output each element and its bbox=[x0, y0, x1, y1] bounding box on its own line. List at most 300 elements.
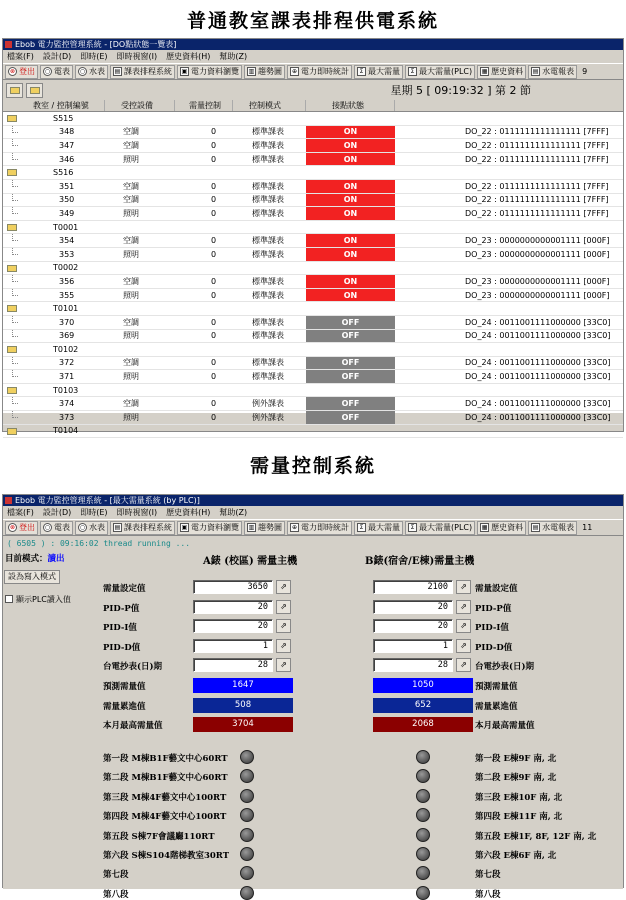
apply-button-b[interactable]: ⇗ bbox=[456, 600, 471, 614]
stage-led-a bbox=[240, 866, 254, 880]
toolbar-label: 課表排程系統 bbox=[124, 523, 172, 532]
contact-status[interactable]: OFF bbox=[306, 397, 395, 410]
toolbar-button-3[interactable] bbox=[110, 521, 175, 535]
device: 空調 bbox=[123, 317, 139, 327]
demand-control: 0 bbox=[211, 249, 217, 259]
col-demand[interactable]: 需量控制 bbox=[175, 100, 233, 111]
window-titlebar: Ebob 電力監控管理系統 - [最大需量系統 (by PLC)] bbox=[3, 495, 623, 506]
stage-led-b bbox=[416, 808, 430, 822]
contact-status[interactable]: ON bbox=[306, 275, 395, 288]
contact-status[interactable]: OFF bbox=[306, 357, 395, 370]
toolbar-button-2[interactable] bbox=[75, 65, 108, 79]
tree-cell bbox=[3, 112, 53, 125]
apply-button-a[interactable]: ⇗ bbox=[276, 658, 291, 672]
toolbar-button-4[interactable] bbox=[177, 521, 242, 535]
control-mode: 例外課表 bbox=[252, 399, 284, 409]
control-mode: 標準課表 bbox=[252, 154, 284, 164]
water-icon: ○ bbox=[79, 68, 86, 75]
toolbar-button-9[interactable] bbox=[477, 521, 526, 535]
reading-label-a: 本月最高需量值 bbox=[103, 721, 163, 731]
table-row[interactable] bbox=[3, 370, 623, 384]
device: 空調 bbox=[123, 399, 139, 409]
demand-control: 0 bbox=[211, 372, 217, 382]
tree-cell bbox=[3, 397, 53, 410]
param-input-a[interactable]: 20 bbox=[193, 600, 273, 614]
write-mode-button[interactable]: 設為寫入模式 bbox=[4, 570, 60, 584]
folder-icon bbox=[7, 265, 17, 272]
apply-button-b[interactable]: ⇗ bbox=[456, 639, 471, 653]
control-id: 355 bbox=[59, 290, 75, 300]
toolbar-label: 水電報表 bbox=[542, 523, 575, 532]
device: 照明 bbox=[123, 249, 139, 259]
toolbar-label: 電表 bbox=[54, 67, 70, 76]
col-device[interactable]: 受控設備 bbox=[105, 100, 175, 111]
sigma-icon: Σ bbox=[357, 523, 366, 532]
toolbar-label: 趨勢圖 bbox=[258, 67, 282, 76]
col-do bbox=[395, 100, 623, 111]
device: 空調 bbox=[123, 181, 139, 191]
table-row[interactable] bbox=[3, 126, 623, 140]
folder-icon bbox=[7, 115, 17, 122]
menu-item-3[interactable]: 即時視窗(I) bbox=[116, 52, 158, 61]
tree-cell bbox=[3, 139, 53, 152]
param-label-a: 需量設定值 bbox=[103, 584, 146, 594]
group-row[interactable] bbox=[3, 425, 623, 439]
tree-cell bbox=[3, 153, 53, 166]
param-label-a: 台電抄表(日)期 bbox=[103, 662, 163, 672]
plc-checkbox-label: 顯示PLC讀入值 bbox=[16, 595, 71, 604]
reading-value-b: 2068 bbox=[373, 717, 473, 732]
tree-cell bbox=[3, 384, 53, 397]
history-icon: ▦ bbox=[481, 524, 488, 531]
control-id: 373 bbox=[59, 412, 75, 422]
menu-item-0[interactable]: 檔案(F) bbox=[7, 508, 34, 517]
contact-status[interactable]: ON bbox=[306, 153, 395, 166]
group-row[interactable] bbox=[3, 302, 623, 316]
toolbar-label: 電表 bbox=[54, 523, 70, 532]
toolbar-button-5[interactable] bbox=[244, 521, 285, 535]
demand-control: 0 bbox=[211, 317, 217, 327]
stage-led-b bbox=[416, 847, 430, 861]
group-name: T0101 bbox=[53, 304, 79, 314]
apply-button-a[interactable]: ⇗ bbox=[276, 600, 291, 614]
group-row[interactable] bbox=[3, 262, 623, 276]
toolbar-label: 電力即時統計 bbox=[301, 523, 349, 532]
do-value: DO_22 : 0111111111111111 [7FFF] bbox=[465, 140, 609, 150]
folder-button[interactable] bbox=[26, 83, 43, 98]
toolbar-button-6[interactable] bbox=[287, 65, 352, 79]
report-icon: ▤ bbox=[532, 68, 539, 75]
param-input-a[interactable]: 1 bbox=[193, 639, 273, 653]
tree-line bbox=[12, 139, 18, 146]
group-row[interactable] bbox=[3, 384, 623, 398]
table-row[interactable] bbox=[3, 397, 623, 411]
window-titlebar: Ebob 電力監控管理系統 - [DO點狀態一覽表] bbox=[3, 39, 623, 50]
toolbar-button-8[interactable] bbox=[405, 521, 475, 535]
control-mode: 標準課表 bbox=[252, 317, 284, 327]
contact-status[interactable]: ON bbox=[306, 126, 395, 139]
tree-line bbox=[12, 153, 18, 160]
control-id: 354 bbox=[59, 236, 75, 246]
tree-line bbox=[12, 330, 18, 337]
reading-value-b: 1050 bbox=[373, 678, 473, 693]
col-contact[interactable]: 接點狀態 bbox=[306, 100, 395, 111]
table-row[interactable] bbox=[3, 411, 623, 425]
demand-control: 0 bbox=[211, 412, 217, 422]
table-row[interactable] bbox=[3, 234, 623, 248]
toolbar bbox=[3, 519, 623, 536]
demand-control: 0 bbox=[211, 290, 217, 300]
toolbar-button-10[interactable] bbox=[528, 65, 577, 79]
demand-control: 0 bbox=[211, 236, 217, 246]
demand-control: 0 bbox=[211, 127, 217, 137]
tree-cell bbox=[3, 194, 53, 207]
folder-icon bbox=[30, 87, 40, 94]
stage-label-a: 第四段 M棟4F藝文中心100RT bbox=[103, 812, 227, 823]
group-row[interactable] bbox=[3, 343, 623, 357]
tree-line bbox=[12, 180, 18, 187]
param-input-b[interactable]: 20 bbox=[373, 619, 453, 633]
control-id: 370 bbox=[59, 317, 75, 327]
control-mode: 標準課表 bbox=[252, 195, 284, 205]
tree-line bbox=[12, 234, 18, 241]
folder-icon bbox=[7, 428, 17, 435]
stage-label-b: 第五段 E棟1F, 8F, 12F 南, 北 bbox=[475, 831, 597, 842]
plc-checkbox[interactable] bbox=[5, 595, 13, 603]
group-row[interactable] bbox=[3, 221, 623, 235]
group-name: T0103 bbox=[53, 385, 79, 395]
toolbar-number: 11 bbox=[582, 523, 593, 532]
folder-icon bbox=[7, 169, 17, 176]
contact-status[interactable]: OFF bbox=[306, 330, 395, 343]
param-label-b: PID-D值 bbox=[475, 642, 513, 653]
control-id: 374 bbox=[59, 399, 75, 409]
stage-label-b: 第三段 E棟10F 南, 北 bbox=[475, 792, 563, 803]
toolbar-label: 歷史資料 bbox=[491, 67, 524, 76]
sigma-icon: Σ bbox=[408, 67, 417, 76]
tree-cell bbox=[3, 207, 53, 220]
group-name: T0102 bbox=[53, 344, 79, 354]
demand-control: 0 bbox=[211, 181, 217, 191]
reading-label-a: 預測需量值 bbox=[103, 682, 146, 692]
reading-value-a: 3704 bbox=[193, 717, 293, 732]
do-value: DO_23 : 0000000000001111 [000F] bbox=[465, 290, 610, 300]
table-row[interactable] bbox=[3, 194, 623, 208]
toolbar-label: 課表排程系統 bbox=[124, 67, 172, 76]
folder-icon bbox=[7, 346, 17, 353]
group-name: T0104 bbox=[53, 426, 79, 436]
param-label-a: PID-I值 bbox=[103, 623, 137, 633]
param-input-b[interactable]: 1 bbox=[373, 639, 453, 653]
toolbar-label: 登出 bbox=[19, 523, 35, 532]
table-row[interactable] bbox=[3, 180, 623, 194]
device: 照明 bbox=[123, 208, 139, 218]
contact-status[interactable]: ON bbox=[306, 180, 395, 193]
apply-button-b[interactable]: ⇗ bbox=[456, 580, 471, 594]
control-mode: 標準課表 bbox=[252, 127, 284, 137]
stage-led-a bbox=[240, 750, 254, 764]
param-label-b: 台電抄表(日)期 bbox=[475, 662, 535, 672]
schedule-icon: ▤ bbox=[114, 68, 121, 75]
history-icon: ▦ bbox=[481, 68, 488, 75]
toolbar-button-1[interactable] bbox=[40, 521, 73, 535]
menu-item-1[interactable]: 設計(D) bbox=[42, 508, 72, 517]
toolbar-label: 最大需量 bbox=[368, 67, 400, 76]
contact-status[interactable]: ON bbox=[306, 139, 395, 152]
control-id: 350 bbox=[59, 195, 75, 205]
do-value: DO_24 : 0011001111000000 [33C0] bbox=[465, 399, 611, 409]
tree-line bbox=[12, 316, 18, 323]
do-value: DO_23 : 0000000000001111 [000F] bbox=[465, 236, 610, 246]
toolbar-button-1[interactable] bbox=[40, 65, 73, 79]
contact-status[interactable]: OFF bbox=[306, 316, 395, 329]
control-mode: 標準課表 bbox=[252, 140, 284, 150]
reading-value-a: 508 bbox=[193, 698, 293, 713]
param-input-b[interactable]: 2100 bbox=[373, 580, 453, 594]
trend-icon: ▥ bbox=[248, 68, 255, 75]
group-name: S515 bbox=[53, 113, 74, 123]
do-value: DO_24 : 0011001111000000 [33C0] bbox=[465, 358, 611, 368]
reading-label-b: 需量累進值 bbox=[475, 701, 518, 712]
control-mode: 例外課表 bbox=[252, 412, 284, 422]
do-value: DO_24 : 0011001111000000 [33C0] bbox=[465, 317, 611, 327]
menubar bbox=[3, 506, 623, 519]
toolbar-button-9[interactable] bbox=[477, 65, 526, 79]
tree-line bbox=[12, 248, 18, 255]
tree-line bbox=[12, 126, 18, 133]
device: 空調 bbox=[123, 140, 139, 150]
contact-status[interactable]: ON bbox=[306, 207, 395, 220]
tree-cell bbox=[3, 343, 53, 356]
table-row[interactable] bbox=[3, 248, 623, 262]
toolbar-label: 水電報表 bbox=[542, 67, 575, 76]
stage-led-a bbox=[240, 769, 254, 783]
tree-cell bbox=[3, 289, 53, 302]
menu-item-3[interactable]: 即時視窗(I) bbox=[116, 508, 158, 517]
clock-readout: 星期 5 [ 09:19:32 ] 第 2 節 bbox=[390, 84, 531, 97]
reading-label-a: 需量累進值 bbox=[103, 701, 146, 712]
group-row[interactable] bbox=[3, 166, 623, 180]
toolbar-button-7[interactable] bbox=[354, 521, 403, 535]
title-demand-system: 需量控制系統 bbox=[249, 454, 376, 477]
menu-item-2[interactable]: 即時(E) bbox=[80, 508, 108, 517]
power-data-icon: ▣ bbox=[181, 524, 188, 531]
tree-line bbox=[12, 194, 18, 201]
demand-control: 0 bbox=[211, 358, 217, 368]
toolbar-button-10[interactable] bbox=[528, 521, 577, 535]
do-status-grid bbox=[3, 100, 623, 436]
menu-item-1[interactable]: 設計(D) bbox=[42, 52, 72, 61]
stage-label-b: 第七段 bbox=[475, 870, 501, 881]
do-value: DO_24 : 0011001111000000 [33C0] bbox=[465, 331, 611, 341]
device: 空調 bbox=[123, 127, 139, 137]
stage-label-a: 第一段 M棟B1F藝文中心60RT bbox=[103, 754, 228, 764]
toolbar-button-8[interactable] bbox=[405, 65, 475, 79]
sigma-icon: Σ bbox=[357, 67, 366, 76]
stage-label-a: 第二段 M棟B1F藝文中心60RT bbox=[103, 773, 228, 784]
toolbar-label: 最大需量 bbox=[368, 523, 400, 532]
demand-control: 0 bbox=[211, 195, 217, 205]
tree-cell bbox=[3, 275, 53, 288]
toolbar-label: 最大需量(PLC) bbox=[419, 523, 473, 532]
control-mode: 標準課表 bbox=[252, 372, 284, 382]
do-value: DO_22 : 0111111111111111 [7FFF] bbox=[465, 127, 609, 137]
table-row[interactable] bbox=[3, 275, 623, 289]
tree-line bbox=[12, 370, 18, 377]
demand-control: 0 bbox=[211, 399, 217, 409]
tree-line bbox=[12, 397, 18, 404]
stage-led-a bbox=[240, 886, 254, 900]
toolbar-button-0[interactable] bbox=[5, 521, 38, 535]
device: 空調 bbox=[123, 236, 139, 246]
toolbar-label: 電力資料瀏覽 bbox=[191, 523, 239, 532]
reading-label-b: 本月最高需量值 bbox=[475, 721, 535, 731]
param-input-b[interactable]: 20 bbox=[373, 600, 453, 614]
toolbar-button-5[interactable] bbox=[244, 65, 285, 79]
contact-status[interactable]: ON bbox=[306, 234, 395, 247]
toolbar-button-2[interactable] bbox=[75, 521, 108, 535]
do-value: DO_24 : 0011001111000000 [33C0] bbox=[465, 412, 611, 422]
plc-checkbox-row[interactable] bbox=[5, 594, 71, 605]
menu-item-5[interactable]: 幫助(Z) bbox=[219, 508, 248, 517]
group-row[interactable] bbox=[3, 112, 623, 126]
apply-button-b[interactable]: ⇗ bbox=[456, 619, 471, 633]
toolbar-button-4[interactable] bbox=[177, 65, 242, 79]
col-mode[interactable]: 控制模式 bbox=[233, 100, 306, 111]
stage-led-b bbox=[416, 866, 430, 880]
control-id: 369 bbox=[59, 331, 75, 341]
device: 照明 bbox=[123, 372, 139, 382]
apply-button-a[interactable]: ⇗ bbox=[276, 580, 291, 594]
menu-item-5[interactable]: 幫助(Z) bbox=[219, 52, 248, 61]
device: 照明 bbox=[123, 331, 139, 341]
stage-label-b: 第八段 bbox=[475, 889, 501, 900]
control-mode: 標準課表 bbox=[252, 358, 284, 368]
control-mode: 標準課表 bbox=[252, 290, 284, 300]
folder-icon bbox=[7, 224, 17, 231]
toolbar-button-6[interactable] bbox=[287, 521, 352, 535]
do-value: DO_22 : 0111111111111111 [7FFF] bbox=[465, 181, 609, 191]
apply-button-b[interactable]: ⇗ bbox=[456, 658, 471, 672]
param-label-b: PID-P值 bbox=[475, 603, 512, 614]
toolbar-label: 水表 bbox=[89, 67, 105, 76]
table-row[interactable] bbox=[3, 153, 623, 167]
demand-window bbox=[2, 494, 624, 900]
table-row[interactable] bbox=[3, 357, 623, 371]
power-data-icon: ▣ bbox=[181, 68, 188, 75]
param-label-b: PID-I值 bbox=[475, 623, 509, 633]
do-value: DO_22 : 0111111111111111 [7FFF] bbox=[465, 208, 609, 218]
folder-icon bbox=[10, 87, 20, 94]
do-value: DO_23 : 0000000000001111 [000F] bbox=[465, 249, 610, 259]
contact-status[interactable]: ON bbox=[306, 289, 395, 302]
contact-status[interactable]: OFF bbox=[306, 411, 395, 424]
control-id: 356 bbox=[59, 276, 75, 286]
tree-cell bbox=[3, 262, 53, 275]
demand-control: 0 bbox=[211, 331, 217, 341]
demand-control: 0 bbox=[211, 208, 217, 218]
table-row[interactable] bbox=[3, 316, 623, 330]
contact-status[interactable]: ON bbox=[306, 194, 395, 207]
mode-label: 目前模式：讀出 bbox=[5, 554, 65, 564]
menu-item-0[interactable]: 檔案(F) bbox=[7, 52, 34, 61]
param-input-a[interactable]: 3650 bbox=[193, 580, 273, 594]
control-id: 353 bbox=[59, 249, 75, 259]
tree-cell bbox=[3, 411, 53, 424]
water-icon: ○ bbox=[79, 524, 86, 531]
table-row[interactable] bbox=[3, 207, 623, 221]
demand-control: 0 bbox=[211, 276, 217, 286]
tree-cell bbox=[3, 425, 53, 438]
tree-cell bbox=[3, 316, 53, 329]
menu-item-2[interactable]: 即時(E) bbox=[80, 52, 108, 61]
toolbar-button-7[interactable] bbox=[354, 65, 403, 79]
b-meter-title: B錶(宿舍/E棟)需量主機 bbox=[365, 556, 475, 567]
stage-label-b: 第四段 E棟11F 南, 北 bbox=[475, 812, 563, 823]
open-folder-button[interactable] bbox=[6, 83, 23, 98]
control-id: 372 bbox=[59, 358, 75, 368]
power-stat-icon: ⊕ bbox=[291, 524, 298, 531]
stage-label-b: 第一段 E棟9F 南, 北 bbox=[475, 754, 557, 764]
toolbar-label: 趨勢圖 bbox=[258, 523, 282, 532]
col-room[interactable]: 教室 / 控制編號 bbox=[3, 100, 105, 111]
param-label-a: PID-P值 bbox=[103, 603, 140, 614]
table-row[interactable] bbox=[3, 139, 623, 153]
toolbar-label: 最大需量(PLC) bbox=[419, 67, 473, 76]
meter-icon: ○ bbox=[44, 524, 51, 531]
tree-cell bbox=[3, 370, 53, 383]
control-id: 347 bbox=[59, 140, 75, 150]
menu-item-4[interactable]: 歷史資料(H) bbox=[166, 508, 211, 517]
contact-status[interactable]: OFF bbox=[306, 370, 395, 383]
table-row[interactable] bbox=[3, 289, 623, 303]
tree-cell bbox=[3, 180, 53, 193]
tree-cell bbox=[3, 166, 53, 179]
contact-status[interactable]: ON bbox=[306, 248, 395, 261]
toolbar-label: 登出 bbox=[19, 67, 35, 76]
param-input-a[interactable]: 20 bbox=[193, 619, 273, 633]
view-strip bbox=[3, 80, 623, 100]
toolbar-button-3[interactable] bbox=[110, 65, 175, 79]
stage-led-b bbox=[416, 789, 430, 803]
control-id: 346 bbox=[59, 154, 75, 164]
menu-item-4[interactable]: 歷史資料(H) bbox=[166, 52, 211, 61]
schedule-icon: ▤ bbox=[114, 524, 121, 531]
do-value: DO_22 : 0111111111111111 [7FFF] bbox=[465, 195, 609, 205]
stage-led-a bbox=[240, 828, 254, 842]
tree-line bbox=[12, 207, 18, 214]
param-input-a[interactable]: 28 bbox=[193, 658, 273, 672]
toolbar-number: 9 bbox=[582, 67, 588, 76]
table-row[interactable] bbox=[3, 330, 623, 344]
param-label-a: PID-D值 bbox=[103, 642, 141, 653]
control-id: 371 bbox=[59, 372, 75, 382]
tree-line bbox=[12, 289, 18, 296]
apply-button-a[interactable]: ⇗ bbox=[276, 639, 291, 653]
param-input-b[interactable]: 28 bbox=[373, 658, 453, 672]
apply-button-a[interactable]: ⇗ bbox=[276, 619, 291, 633]
control-mode: 標準課表 bbox=[252, 236, 284, 246]
tree-cell bbox=[3, 221, 53, 234]
device: 空調 bbox=[123, 276, 139, 286]
toolbar-button-0[interactable] bbox=[5, 65, 38, 79]
stage-led-b bbox=[416, 769, 430, 783]
control-mode: 標準課表 bbox=[252, 181, 284, 191]
demand-panel bbox=[3, 536, 623, 900]
group-name: T0001 bbox=[53, 222, 79, 232]
reading-value-b: 652 bbox=[373, 698, 473, 713]
device: 空調 bbox=[123, 195, 139, 205]
